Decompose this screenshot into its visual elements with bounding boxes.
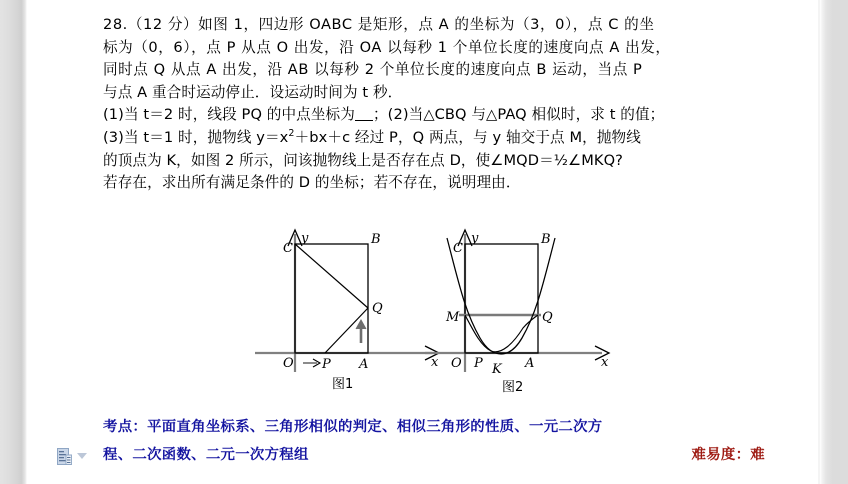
problem-line-6 (103, 127, 758, 150)
figure-2-label-A: A (525, 356, 535, 371)
figure-2-axis-x: x (601, 355, 609, 370)
figure-2-label-M: M (446, 310, 460, 325)
figure-2 (419, 226, 634, 395)
keypoints-block (103, 413, 783, 469)
figure-1-label-Q: Q (372, 301, 383, 316)
document-page (27, 0, 818, 484)
figure-1-caption: 图1 (332, 377, 354, 392)
figure-2-svg (419, 226, 634, 376)
figure-1-label-A: A (359, 357, 369, 372)
problem-line-2: 标为（0，6），点 P 从点 O 出发，沿 OA 以每秒 1 个单位长度的速度向点 A 出发， (103, 38, 671, 56)
exponent-two: 2 (288, 128, 295, 140)
figure-2-label-O: O (451, 356, 462, 371)
figure-1-label-P: P (322, 357, 331, 372)
figure-1-label-B: B (371, 232, 381, 247)
paste-options-tag[interactable] (57, 448, 93, 466)
figure-2-label-C: C (453, 241, 463, 256)
page-right-edge (818, 0, 820, 484)
figure-2-label-B: B (541, 232, 551, 247)
left-page-gutter (0, 0, 27, 484)
figure-2-label-P: P (474, 356, 483, 371)
problem-line-5-part-b: ；(2)当△CBQ 与△PAQ 相似时，求 t 的值； (372, 106, 665, 124)
keypoints-line-1: 考点：平面直角坐标系、三角形相似的判定、相似三角形的性质、一元二次方 (103, 419, 603, 435)
chevron-down-icon[interactable] (77, 453, 87, 459)
problem-line-5 (103, 104, 758, 127)
problem-line-1: 28.（12 分）如图 1，四边形 OABC 是矩形，点 A 的坐标为（3，0），点 C 的坐 (103, 16, 655, 33)
problem-line-7: 的顶点为 K，如图 2 所示，问该抛物线上是否存在点 D，使∠MQD＝½∠MKQ? (103, 151, 624, 169)
problem-line-8: 若存在，求出所有满足条件的 D 的坐标；若不存在，说明理由． (103, 174, 521, 192)
keypoints-line-2-text: 程、二次函数、二元一次方程组 (103, 447, 309, 463)
figure-1-label-O: O (283, 356, 294, 371)
problem-line-3: 同时点 Q 从点 A 出发，沿 AB 以每秒 2 个单位长度的速度向点 B 运动，当点 P (103, 61, 643, 79)
difficulty-label: 难易度：难 (691, 447, 765, 463)
figure-1-axis-y: y (301, 231, 309, 246)
figure-1-label-C: C (283, 241, 293, 256)
problem-line-5-part-a: (1)当 t＝2 时，线段 PQ 的中点坐标为 (103, 106, 355, 124)
figures-row (27, 226, 818, 396)
figure-2-axis-y: y (471, 231, 479, 246)
figure-2-label-K: K (492, 362, 502, 376)
figure-2-label-Q: Q (542, 310, 553, 325)
right-page-gutter (820, 0, 848, 484)
problem-line-6-part-b: ＋bx＋c 经过 P，Q 两点，与 y 轴交于点 M，抛物线 (294, 128, 641, 146)
figure-1-axis-x: x (431, 355, 439, 370)
problem-text-block (103, 14, 758, 195)
keypoints-line-2 (103, 441, 783, 469)
problem-line-4: 与点 A 重合时运动停止．设运动时间为 t 秒． (103, 83, 403, 101)
figure-2-caption: 图2 (502, 380, 524, 395)
paste-options-icon[interactable] (57, 448, 72, 465)
problem-line-6-part-a: (3)当 t＝1 时，抛物线 y＝x (103, 128, 289, 146)
answer-blank (355, 120, 373, 121)
